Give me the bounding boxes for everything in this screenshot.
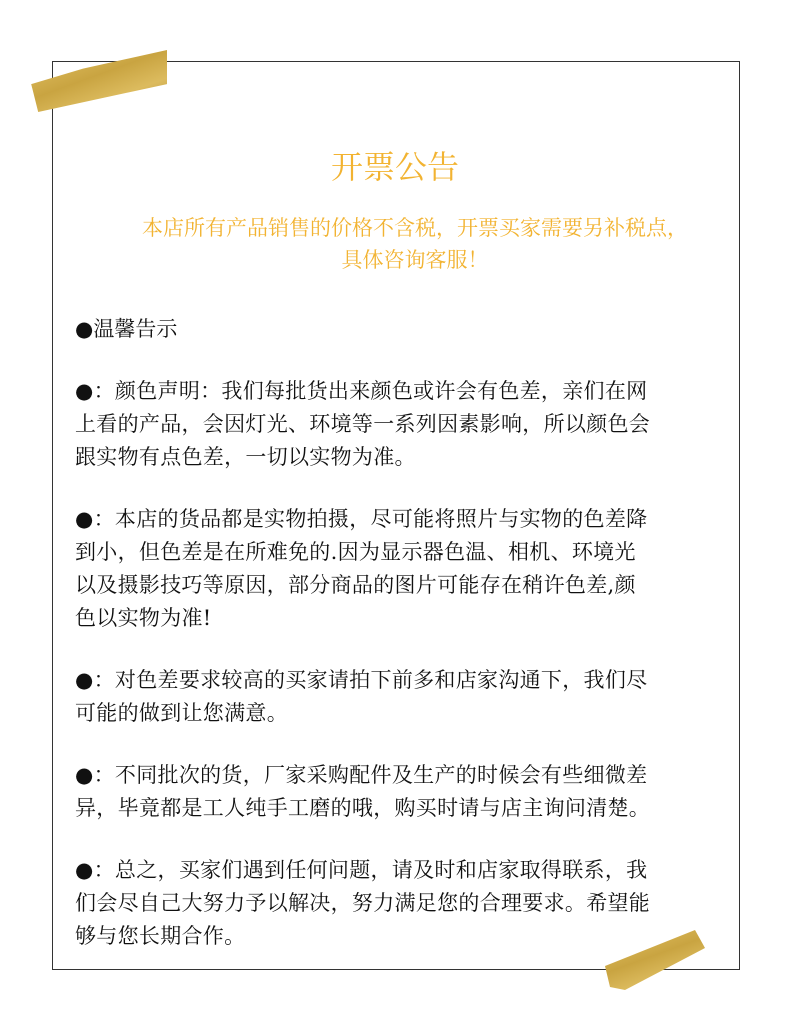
paragraph-line: 以及摄影技巧等原因，部分商品的图片可能存在稍许色差,颜 [75, 573, 636, 597]
paragraph-line: 色以实物为准! [75, 606, 212, 630]
paragraph-line: 够与您长期合作。 [75, 924, 246, 948]
paragraph-line: 跟实物有点色差，一切以实物为准。 [75, 445, 416, 469]
paragraph-line: ●：本店的货品都是实物拍摄，尽可能将照片与实物的色差降 [75, 507, 648, 531]
paragraph-line: ●：不同批次的货，厂家采购配件及生产的时候会有些细微差 [75, 763, 648, 787]
paragraph-line: 异，毕竟都是工人纯手工磨的哦，购买时请与店主询问清楚。 [75, 796, 651, 820]
notice-paragraph [75, 375, 735, 474]
paragraph-line: ●：对色差要求较高的买家请拍下前多和店家沟通下，我们尽 [75, 668, 648, 692]
paragraph-line: ●：总之，买家们遇到任何问题，请及时和店家取得联系，我 [75, 858, 648, 882]
notice-paragraph [75, 664, 735, 730]
notice-paragraph [75, 503, 735, 635]
page-title: 开票公告 [330, 148, 459, 186]
notice-line: 本店所有产品销售的价格不含税，开票买家需要另补税点， [142, 216, 688, 240]
notice-line: 具体咨询客服！ [341, 248, 489, 272]
notice-paragraph [75, 759, 735, 825]
paragraph-line: 到小，但色差是在所难免的.因为显示器色温、相机、环境光 [75, 540, 636, 564]
paragraph-line: 上看的产品，会因灯光、环境等一系列因素影响，所以颜色会 [75, 412, 651, 436]
paragraph-line: ●：颜色声明：我们每批货出来颜色或许会有色差，亲们在网 [75, 379, 648, 403]
notice-paragraph [75, 854, 735, 953]
section-heading: ●温馨告示 [75, 317, 178, 341]
paragraph-line: 们会尽自己大努力予以解决，努力满足您的合理要求。希望能 [75, 891, 651, 915]
invoice-notice [95, 212, 735, 276]
notice-body [75, 313, 735, 982]
paragraph-line: 可能的做到让您满意。 [75, 701, 288, 725]
